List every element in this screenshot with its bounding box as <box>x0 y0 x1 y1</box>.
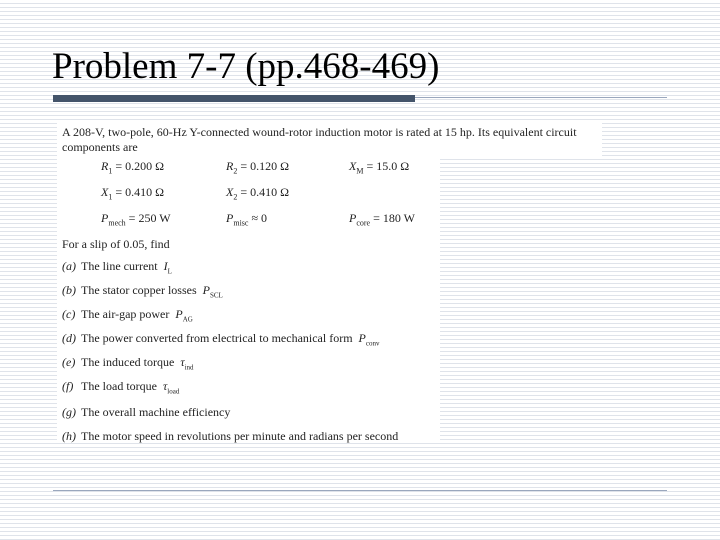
question-g: (g) The overall machine efficiency <box>62 405 231 419</box>
question-e: (e) The induced torque $\tau_{ind}$ <box>62 355 194 372</box>
param-r1: $R_1 = 0.200$ Ω <box>101 159 165 176</box>
slip-statement: For a slip of 0.05, find <box>62 237 170 251</box>
question-a: (a) The line current $I_L$ <box>62 259 172 276</box>
param-xm: $X_M = 15.0$ Ω <box>349 159 410 176</box>
question-d: (d) The power converted from electrical to mechanical form $P_{conv}$ <box>62 331 380 348</box>
param-r2: $R_2 = 0.120$ Ω <box>226 159 290 176</box>
param-pcore: $P_{core} = 180$ W <box>349 211 415 228</box>
question-b: (b) The stator copper losses $P_{SCL}$ <box>62 283 223 300</box>
question-f: (f) The load torque $\tau_{load}$ <box>62 379 180 396</box>
param-x1: $X_1 = 0.410$ Ω <box>101 185 165 202</box>
problem-intro: A 208-V, two-pole, 60-Hz Y-connected wound-rotor induction motor is rated at 15 hp. Its equivalent circuit components are <box>57 121 602 157</box>
slide-title: Problem 7-7 (pp.468-469) <box>52 46 440 87</box>
title-underline-bar <box>53 95 415 102</box>
param-pmech: $P_{mech} = 250$ W <box>101 211 171 228</box>
problem-body <box>57 157 440 443</box>
title-underline-rule <box>415 97 667 98</box>
question-h: (h) The motor speed in revolutions per minute and radians per second <box>62 429 399 443</box>
param-x2: $X_2 = 0.410$ Ω <box>226 185 290 202</box>
footer-rule <box>53 490 667 491</box>
question-c: (c) The air-gap power $P_{AG}$ <box>62 307 193 324</box>
param-pmisc: $P_{misc} \approx 0$ <box>226 211 268 228</box>
